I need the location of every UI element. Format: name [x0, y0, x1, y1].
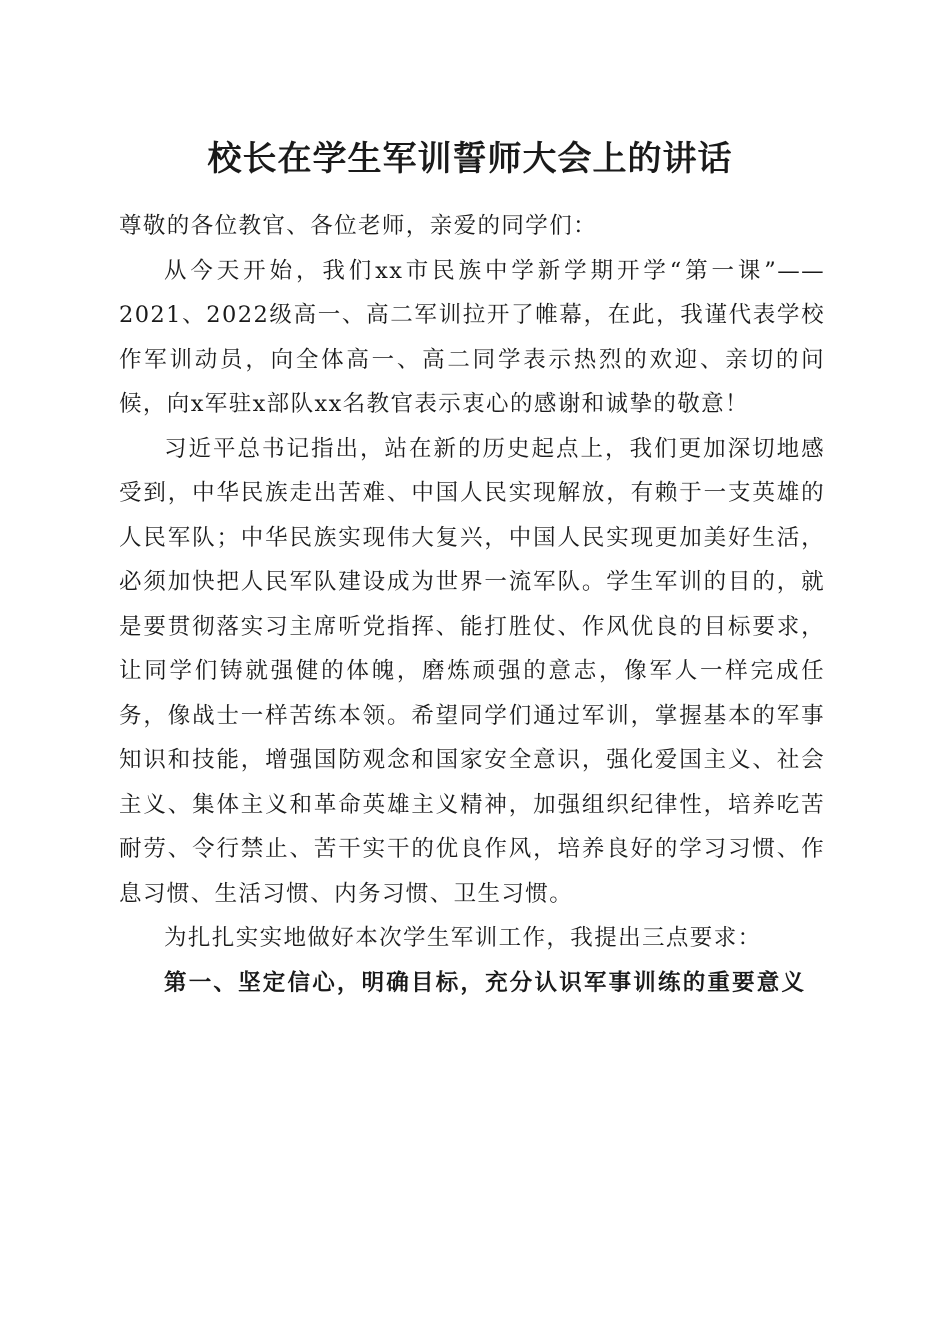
salutation: 尊敬的各位教官、各位老师，亲爱的同学们： — [119, 213, 598, 239]
document-title: 校长在学生军训誓师大会上的讲话 — [207, 139, 733, 179]
paragraph-military-training-purpose: 习近平总书记指出，站在新的历史起点上，我们更加深切地感受到，中华民族走出苦难、中国人民实现解放，有赖于一支英雄的人民军队；中华民族实现伟大复兴，中国人民实现更加美好生活，必须加快把人民军队建设成为世界一流军队。学生军训的目的，就是要贯彻落实习主席听党指挥、能打胜仗、作风优良的目标要求，让同学们铸就强健的体魄，磨炼顽强的意志，像军人一样完成任务，像战士一样苦练本领。希望同学们通过军训，掌握基本的军事知识和技能，增强国防观念和国家安全意识，强化爱国主义、社会主义、集体主义和革命英雄主义精神，加强组织纪律性，培养吃苦耐劳、令行禁止、苦干实干的优良作风，培养良好的学习习惯、作息习惯、生活习惯、内务习惯、卫生习惯。 — [119, 435, 825, 907]
document-body — [119, 204, 825, 1005]
paragraph-opening: 从今天开始，我们xx市民族中学新学期开学“第一课”——2021、2022级高一、高二军训拉开了帷幕，在此，我谨代表学校作军训动员，向全体高一、高二同学表示热烈的欢迎、亲切的问候，向x军驻x部队xx名教官表示衷心的感谢和诚挚的敬意！ — [119, 257, 825, 417]
paragraph-requirements-intro: 为扎扎实实地做好本次学生军训工作，我提出三点要求： — [164, 925, 762, 951]
section-heading-first: 第一、坚定信心，明确目标，充分认识军事训练的重要意义 — [164, 969, 807, 996]
